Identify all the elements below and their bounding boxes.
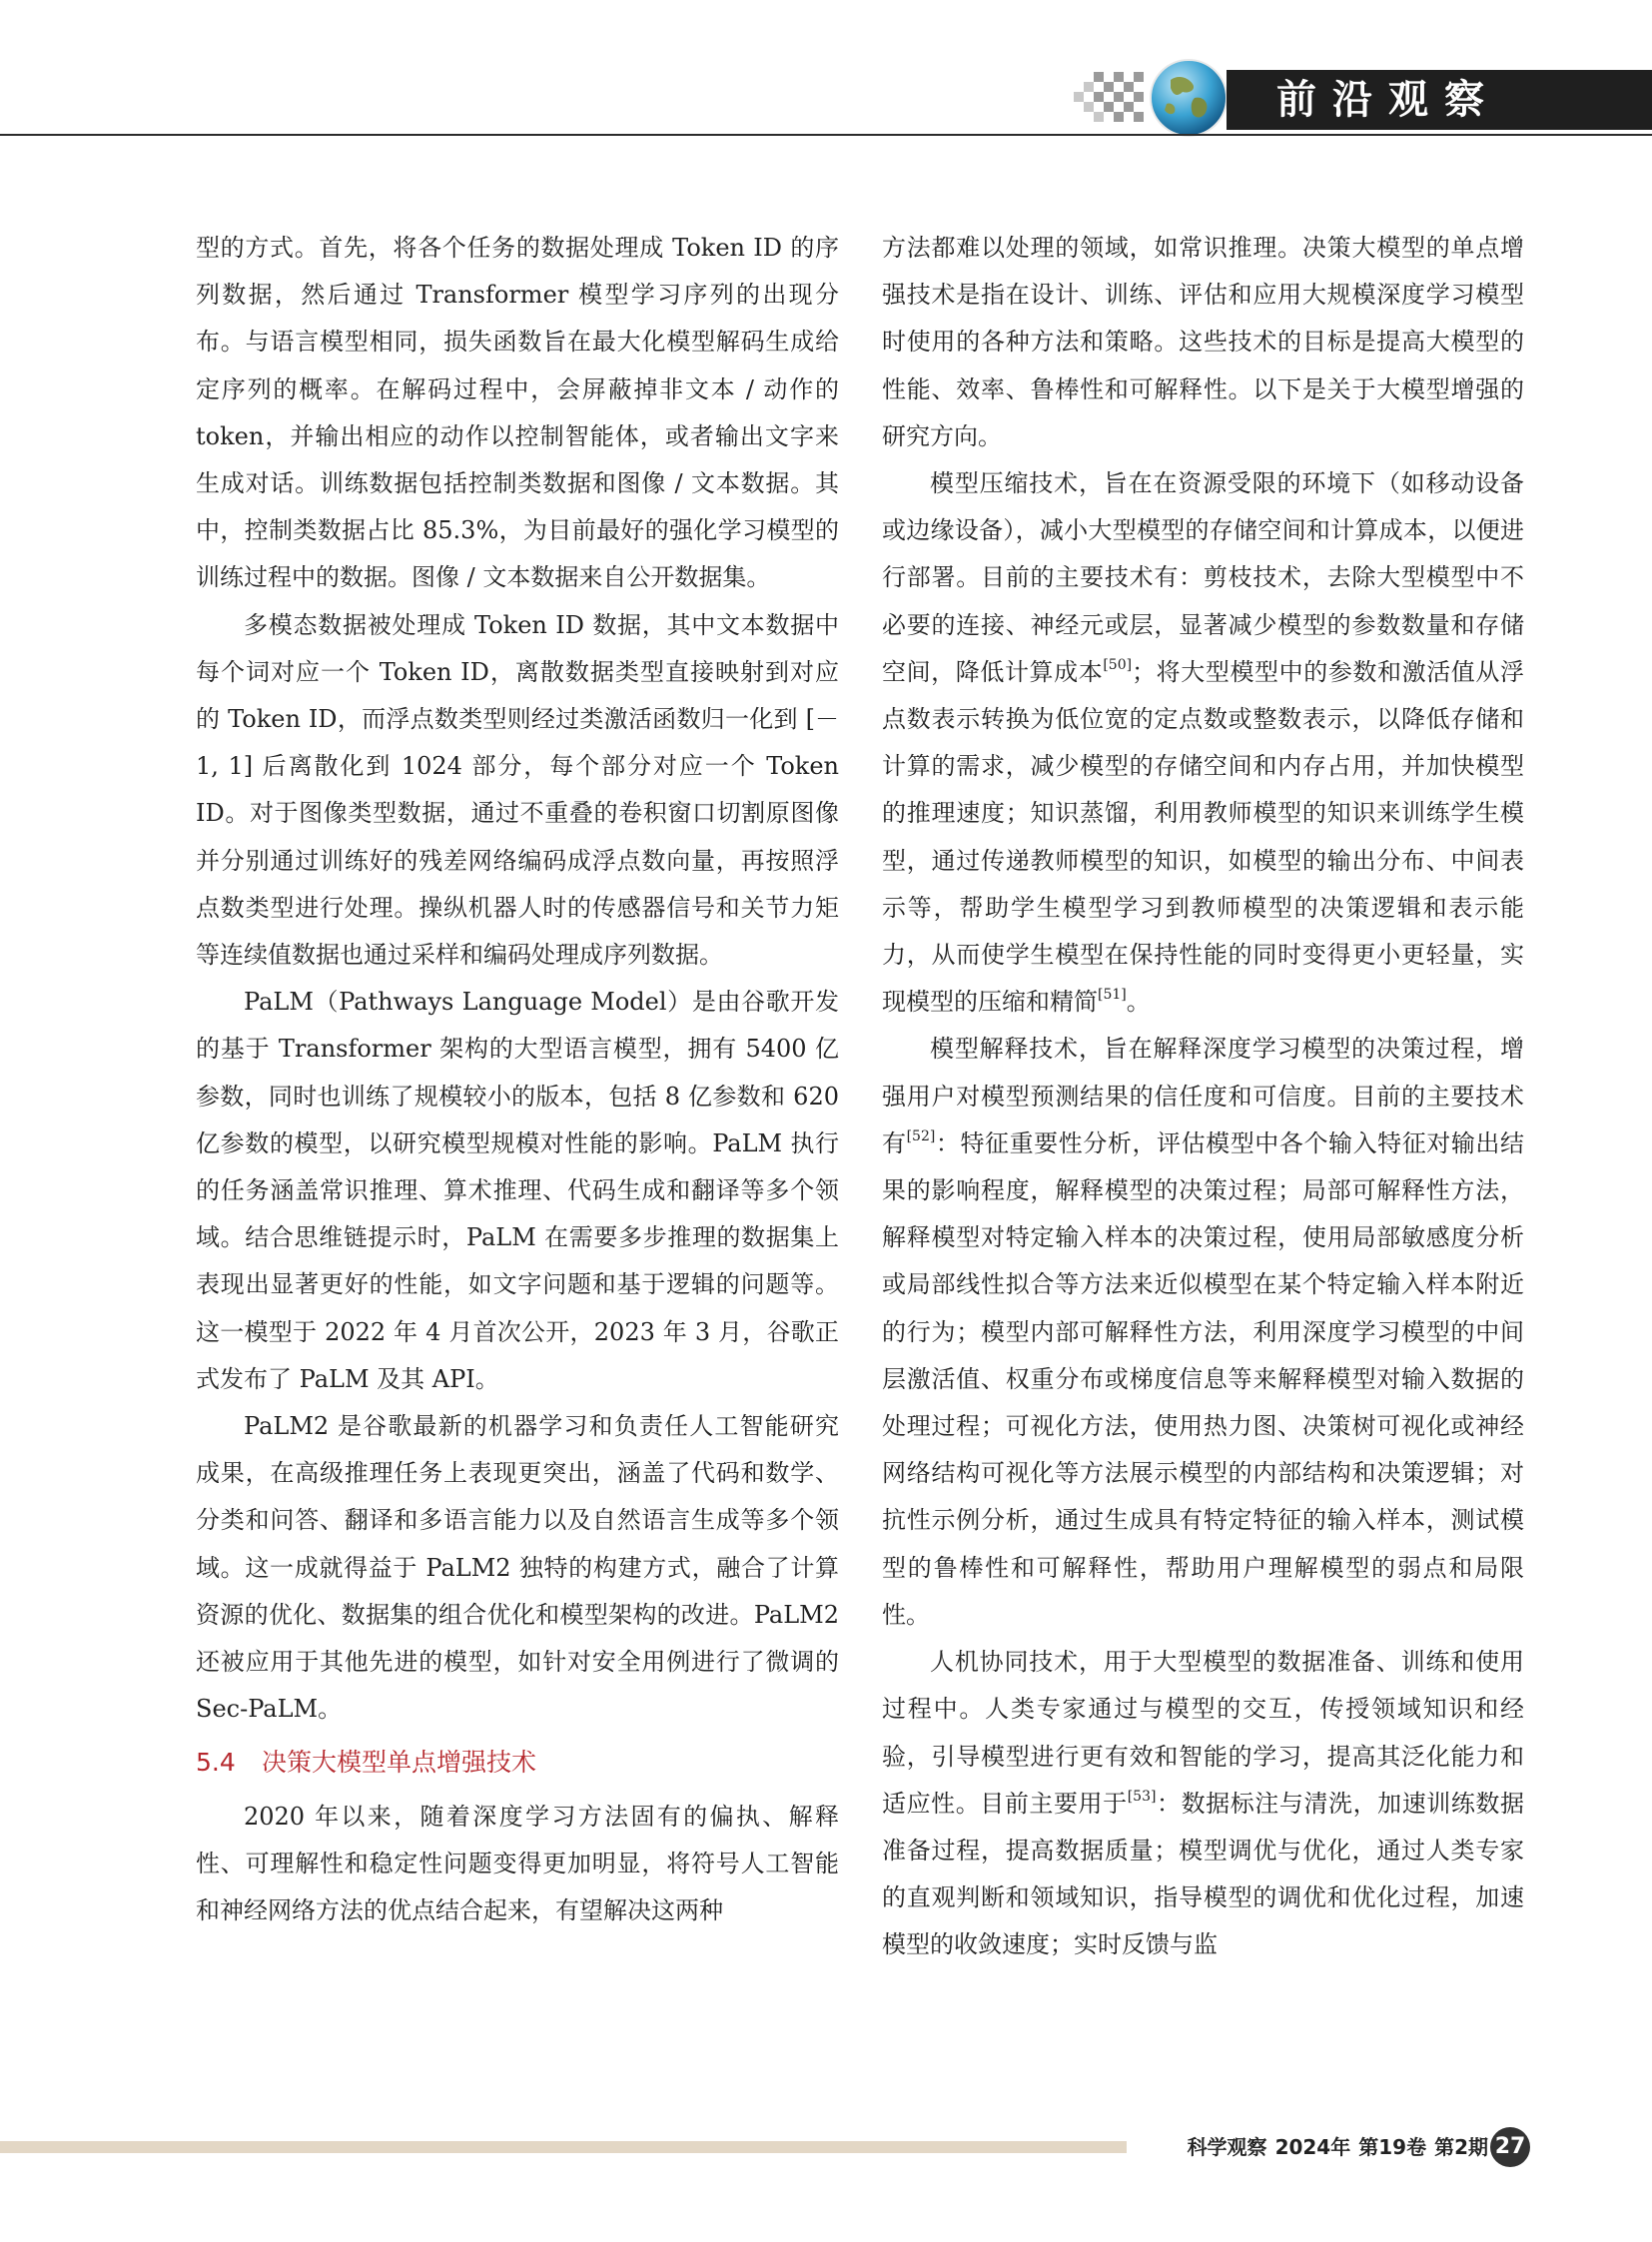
- page-header: [0, 0, 1652, 140]
- paragraph: 型的方式。首先，将各个任务的数据处理成 Token ID 的序列数据，然后通过 Transformer 模型学习序列的出现分布。与语言模型相同，损失函数旨在最大化模型解码生成给定序列的概率。在解码过程中，会屏蔽掉非文本 / 动作的 token，并输出相应的动作以控制智能体，或者输出文字来生成对话。训练数据包括控制类数据和图像 / 文本数据。其中，控制类数据占比 85.3%，为目前最好的强化学习模型的训练过程中的数据。图像 / 文本数据来自公开数据集。: [196, 234, 839, 592]
- paragraph: PaLM2 是谷歌最新的机器学习和负责任人工智能研究成果，在高级推理任务上表现更突出，涵盖了代码和数学、分类和问答、翻译和多语言能力以及自然语言生成等多个领域。这一成就得益于 PaLM2 独特的构建方式，融合了计算资源的优化、数据集的组合优化和模型架构的改进。PaLM2 还被应用于其他先进的模型，如针对安全用例进行了微调的 Sec-PaLM。: [196, 1412, 839, 1724]
- text-run: 人机协同技术，用于大型模型的数据准备、训练和使用过程中。人类专家通过与模型的交互，传授领域知识和经验，引导模型进行更有效和智能的学习，提高其泛化能力和适应性。目前主要用于: [882, 1648, 1524, 1818]
- left-column: [196, 225, 839, 1934]
- paragraph: 2020 年以来，随着深度学习方法固有的偏执、解释性、可理解性和稳定性问题变得更加明显，将符号人工智能和神经网络方法的优点结合起来，有望解决这两种: [196, 1802, 839, 1924]
- page-number: 27: [1490, 2127, 1530, 2167]
- right-column: [882, 225, 1524, 1969]
- section-number: 5.4: [196, 1747, 236, 1777]
- citation-ref: [53]: [1127, 1788, 1157, 1805]
- globe-icon: [1149, 58, 1229, 138]
- citation-ref: [51]: [1098, 987, 1127, 1004]
- journal-issue: 第2期: [1434, 2135, 1488, 2159]
- journal-volume: 第19卷: [1358, 2135, 1427, 2159]
- paragraph: 方法都难以处理的领域，如常识推理。决策大模型的单点增强技术是指在设计、训练、评估和应用大规模深度学习模型时使用的各种方法和策略。这些技术的目标是提高大模型的性能、效率、鲁棒性和可解释性。以下是关于大模型增强的研究方向。: [882, 234, 1524, 450]
- footer-band: [0, 2141, 1127, 2153]
- journal-year: 2024年: [1274, 2135, 1351, 2159]
- paragraph: [882, 1026, 1524, 1639]
- paragraph: 多模态数据被处理成 Token ID 数据，其中文本数据中每个词对应一个 Token ID，离散数据类型直接映射到对应的 Token ID，而浮点数类型则经过类激活函数归一化到 [－1, 1] 后离散化到 1024 部分，每个部分对应一个 Token ID。对于图像类型数据，通过不重叠的卷积窗口切割原图像并分别通过训练好的残差网络编码成浮点数向量，再按照浮点数类型进行处理。操纵机器人时的传感器信号和关节力矩等连续值数据也通过采样和编码处理成序列数据。: [196, 610, 839, 970]
- footer-journal-info: [1129, 2127, 1488, 2167]
- section-heading-text: 决策大模型单点增强技术: [262, 1747, 537, 1777]
- citation-ref: [50]: [1103, 656, 1133, 673]
- text-run: ；将大型模型中的参数和激活值从浮点数表示转换为低位宽的定点数或整数表示，以降低存储和计算的需求，减少模型的存储空间和内存占用，并加快模型的推理速度；知识蒸馏，利用教师模型的知识来训练学生模型，通过传递教师模型的知识，如模型的输出分布、中间表示等，帮助学生模型学习到教师模型的决策逻辑和表示能力，从而使学生模型在保持性能的同时变得更小更轻量，实现模型的压缩和精简: [882, 657, 1524, 1017]
- text-run: ：数据标注与清洗，加速训练数据准备过程，提高数据质量；模型调优与优化，通过人类专家的直观判断和领域知识，指导模型的调优和优化过程，加速模型的收敛速度；实时反馈与监: [882, 1789, 1525, 1959]
- text-run: 模型压缩技术，旨在在资源受限的环境下（如移动设备或边缘设备），减小大型模型的存储空间和计算成本，以便进行部署。目前的主要技术有：剪枝技术，去除大型模型中不必要的连接、神经元或层，显著减少模型的参数数量和存储空间，降低计算成本: [882, 469, 1524, 686]
- section-title: 前沿观察: [1276, 77, 1500, 123]
- paragraph: [882, 1639, 1524, 1968]
- section-heading: [196, 1738, 839, 1788]
- citation-ref: [52]: [906, 1127, 936, 1144]
- paragraph: [882, 460, 1524, 1026]
- header-rule: [0, 134, 1652, 136]
- paragraph: PaLM（Pathways Language Model）是由谷歌开发的基于 Transformer 架构的大型语言模型，拥有 5400 亿参数，同时也训练了规模较小的版本，包括 8 亿参数和 620 亿参数的模型，以研究模型规模对性能的影响。PaLM 执行的任务涵盖常识推理、算术推理、代码生成和翻译等多个领域。结合思维链提示时，PaLM 在需要多步推理的数据集上表现出显著更好的性能，如文字问题和基于逻辑的问题等。这一模型于 2022 年 4 月首次公开，2023 年 3 月，谷歌正式发布了 PaLM 及其 API。: [196, 988, 839, 1393]
- text-run: ：特征重要性分析，评估模型中各个输入特征对输出结果的影响程度，解释模型的决策过程；局部可解释性方法，解释模型对特定输入样本的决策过程，使用局部敏感度分析或局部线性拟合等方法来近似模型在某个特定输入样本附近的行为；模型内部可解释性方法，利用深度学习模型的中间层激活值、权重分布或梯度信息等来解释模型对输入数据的处理过程；可视化方法，使用热力图、决策树可视化或神经网络结构可视化等方法展示模型的内部结构和决策逻辑；对抗性示例分析，通过生成具有特定特征的输入样本，测试模型的鲁棒性和可解释性，帮助用户理解模型的弱点和局限性。: [882, 1128, 1525, 1629]
- journal-name: 科学观察: [1187, 2135, 1267, 2159]
- text-run: 模型解释技术，旨在解释深度学习模型的决策过程，增强用户对模型预测结果的信任度和可信度。目前的主要技术有: [882, 1035, 1524, 1157]
- text-run: 。: [1126, 988, 1151, 1017]
